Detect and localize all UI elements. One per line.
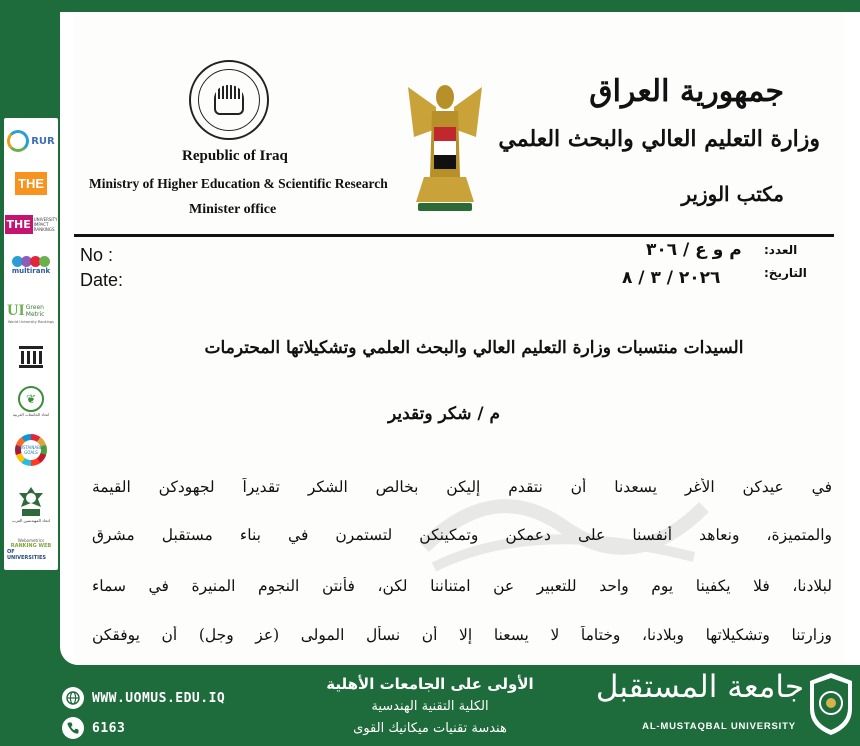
u-multirank-logo xyxy=(7,249,55,283)
the-impact-logo-sub: UNIVERSITY IMPACT RANKINGS xyxy=(33,217,58,233)
phone-contact[interactable] xyxy=(62,717,125,739)
letter-body-line: لبلادنا، فلا يكفينا يوم واحد للتعبير عن امتناننا لكن، فأنتن النجوم المنيرة في سماء xyxy=(92,577,832,595)
letter-date: ٢٠٢٦ / ٣ / ٨ xyxy=(622,268,721,288)
multirank-dots-icon xyxy=(13,256,49,267)
date-label-en: Date: xyxy=(80,270,124,290)
website-contact[interactable] xyxy=(62,687,225,709)
columns-building-icon xyxy=(7,342,55,372)
sdg-wheel-icon xyxy=(15,434,47,466)
website-link[interactable]: WWW.UOMUS.EDU.IQ xyxy=(92,690,226,706)
phone-number[interactable]: 6163 xyxy=(92,720,126,736)
university-footer xyxy=(0,665,860,746)
letter-subject: م / شكر وتقدير xyxy=(387,404,501,424)
rur-ring-icon xyxy=(7,130,29,152)
ranking-web-line1: Webometrics xyxy=(17,538,45,544)
globe-icon xyxy=(62,687,84,709)
greenmetric-ui-text: UI xyxy=(7,301,25,319)
phone-icon xyxy=(62,717,84,739)
the-logo xyxy=(7,167,55,201)
greenmetric-caption: World University Rankings xyxy=(8,319,54,324)
iraq-eagle-emblem-icon xyxy=(404,67,486,217)
header-ministry-en: Ministry of Higher Education & Scientific Research xyxy=(89,176,388,191)
ranking-web-logo xyxy=(7,538,55,562)
rur-logo-text: RUR xyxy=(31,135,55,147)
reference-number: م و ع / ٣٠٦ xyxy=(646,240,742,260)
arab-universities-union-logo xyxy=(7,381,55,421)
university-name-ar: جامعة المستقبل xyxy=(595,669,804,705)
arab-union-caption: اتحاد الجامعات العربية xyxy=(12,411,50,417)
header-divider xyxy=(74,234,834,237)
header-ministry-ar: وزارة التعليم العالي والبحث العلمي xyxy=(498,126,820,152)
arab-engineers-emblem-icon xyxy=(16,486,46,518)
date-label-ar: التاريخ: xyxy=(764,266,807,280)
laurel-emblem-icon: ❦ xyxy=(18,386,44,412)
arab-engineers-logo xyxy=(7,479,55,529)
ministry-seal-icon xyxy=(189,60,269,140)
letter-body-line: في عيدكن الأغر يسعدنا أن نتقدم إليكن بخالص الشكر تقديراً لجهودكن القيمة xyxy=(92,478,832,496)
letter-addressee: السيدات منتسبات وزارة التعليم العالي والبحث العلمي وتشكيلاتها المحترمات xyxy=(204,338,744,358)
multirank-label: multirank xyxy=(11,267,51,276)
header-office-ar: مكتب الوزير xyxy=(681,182,784,206)
letter-body-line: وزارتنا وتشكيلاتها وبلادنا، وختاماً لا يسعنا إلا أن نسأل المولى (عز وجل) أن يوفقكن xyxy=(92,626,832,644)
number-label-en: No : xyxy=(80,245,114,265)
sdg-wheel-logo xyxy=(7,430,55,470)
letter-paper xyxy=(74,12,844,665)
footer-department: هندسة تقنيات ميكانيك القوى xyxy=(353,721,507,736)
ui-greenmetric-logo xyxy=(7,292,55,334)
number-label-ar: العدد: xyxy=(764,243,798,257)
the-impact-logo xyxy=(6,210,58,240)
university-name-en: AL-MUSTAQBAL UNIVERSITY xyxy=(642,721,796,732)
university-shield-logo-icon xyxy=(808,671,854,737)
letter-page xyxy=(60,12,860,665)
ranking-logos-strip xyxy=(4,118,58,570)
header-republic-en: Republic of Iraq xyxy=(182,148,288,164)
header-office-en: Minister office xyxy=(189,202,277,217)
top-frame xyxy=(0,0,860,12)
ranking-web-line2: RANKING WEB xyxy=(10,543,52,550)
sdg-wheel-text: SUSTAINABLE GOALS xyxy=(21,440,41,460)
rur-logo xyxy=(7,124,55,158)
header-republic-ar: جمهورية العراق xyxy=(589,74,784,109)
footer-college: الكلية التقنية الهندسية xyxy=(371,699,489,714)
footer-tagline: الأولى على الجامعات الأهلية xyxy=(326,675,534,693)
the-logo-text: THE xyxy=(15,172,47,195)
letter-body-line: والمتميزة، ونعاهد أنفسنا على دعمكن وتمكينكن لتستمرن في بناء مستقبل مشرق xyxy=(92,526,832,544)
arab-engineers-caption: اتحاد المهندسين العرب xyxy=(12,517,50,523)
ranking-web-line3: OF UNIVERSITIES xyxy=(7,549,46,562)
the-impact-logo-text: THE xyxy=(5,215,33,234)
greenmetric-sub-text: Green Metric xyxy=(25,303,45,318)
